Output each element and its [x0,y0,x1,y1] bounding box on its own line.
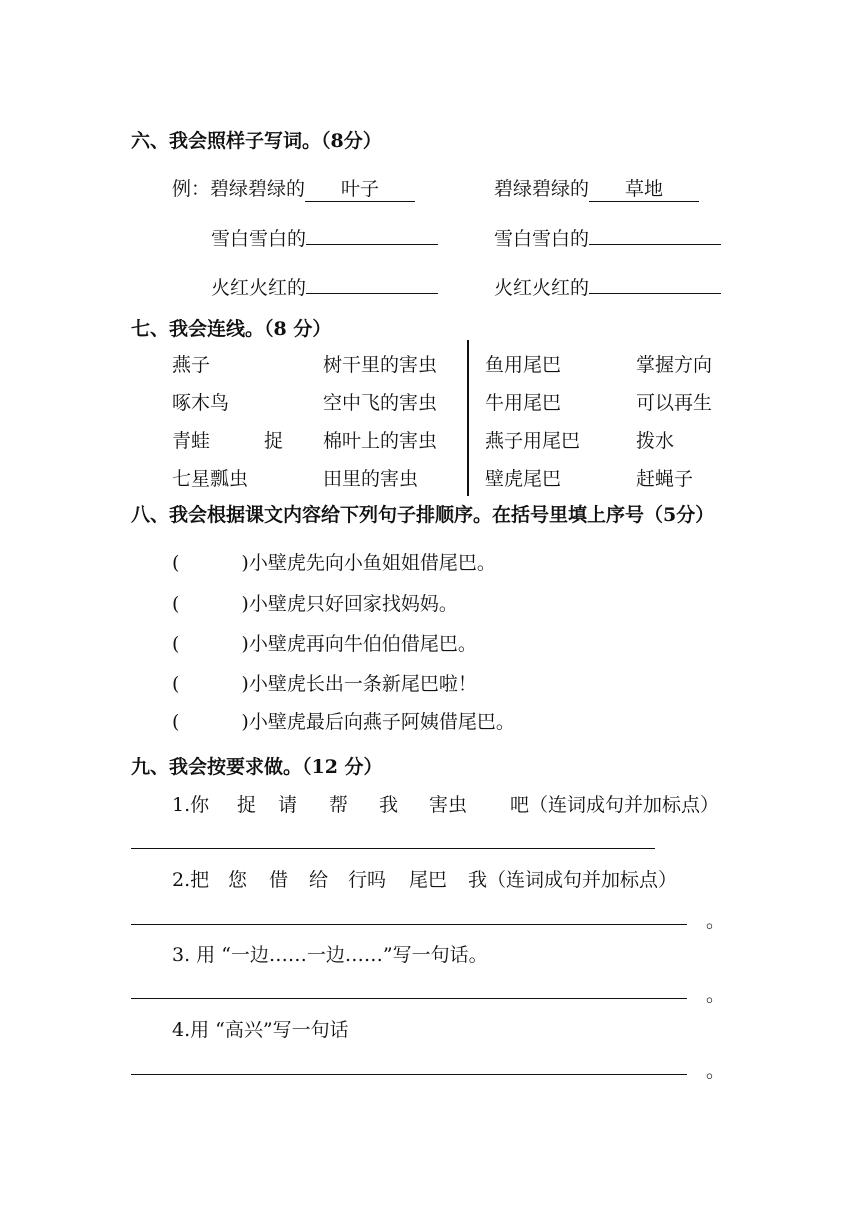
match-right-a-2[interactable]: 牛用尾巴 [485,392,562,414]
match-right-b-3[interactable]: 拨水 [636,430,675,452]
order-item-2 [172,589,458,616]
close-paren: ) [241,711,249,733]
match-left-a-4[interactable]: 七星瓢虫 [172,468,249,490]
answer-line-1[interactable] [131,848,655,849]
word-row-2-right [494,224,721,251]
answer-line-4[interactable] [131,1074,687,1075]
order-item-5 [172,707,515,734]
word: 行吗 [348,869,387,891]
match-left-b-4[interactable]: 田里的害虫 [323,468,419,490]
word: 给 [309,869,329,891]
open-paren: ( [172,552,180,574]
match-right-b-4[interactable]: 赶蝇子 [636,468,694,490]
order-item-4 [172,669,477,696]
q4-text: 4.用 “高兴”写一句话 [172,1019,349,1041]
order-text: 小壁虎只好回家找妈妈。 [248,593,458,615]
word: 捉 [237,794,257,816]
close-paren: ) [241,552,249,574]
answer-blank[interactable] [589,244,721,245]
right-answer: 草地 [589,174,699,202]
example-row-right [494,174,699,202]
answer-blank[interactable] [306,244,438,245]
q3-text: 3. 用 “一边……一边……”写一句话。 [172,944,488,966]
open-paren: ( [172,711,180,733]
period-mark: 。 [706,910,726,932]
section-6-title: 六、我会照样子写词。（8分） [131,130,382,152]
example-row [172,174,415,202]
close-paren: ) [241,673,249,695]
section-9-title: 九、我会按要求做。（12 分） [131,756,383,778]
open-paren: ( [172,673,180,695]
left-stem: 雪白雪白的 [211,228,307,250]
left-stem: 火红火红的 [211,277,307,299]
word: 尾巴 [409,869,448,891]
close-paren: ) [241,633,249,655]
word: 我（连词成句并加标点） [468,869,678,891]
word-row-3-left [211,273,438,300]
word: 吧（连词成句并加标点） [510,794,720,816]
section-8-title: 八、我会根据课文内容给下列句子排顺序。在括号里填上序号（5分） [131,504,715,526]
left-answer: 叶子 [305,174,415,202]
open-paren: ( [172,593,180,615]
right-stem: 火红火红的 [494,277,590,299]
match-right-a-1[interactable]: 鱼用尾巴 [485,354,562,376]
answer-blank[interactable] [589,293,721,294]
word: 2.把 [172,869,210,891]
word: 您 [228,869,248,891]
verb-catch: 捉 [264,430,284,452]
word: 我 [379,794,399,816]
left-stem: 碧绿碧绿的 [210,178,306,200]
right-stem: 碧绿碧绿的 [494,178,590,200]
order-text: 小壁虎先向小鱼姐姐借尾巴。 [248,552,496,574]
word-row-3-right [494,273,721,300]
order-text: 小壁虎最后向燕子阿姨借尾巴。 [248,711,515,733]
word: 1.你 [172,794,210,816]
word: 帮 [329,794,349,816]
answer-line-2[interactable] [131,924,687,925]
order-text: 小壁虎再向牛伯伯借尾巴。 [248,633,477,655]
period-mark: 。 [706,1060,726,1082]
word: 请 [278,794,298,816]
period-mark: 。 [706,984,726,1006]
open-paren: ( [172,633,180,655]
match-right-b-1[interactable]: 掌握方向 [636,354,713,376]
match-left-a-1[interactable]: 燕子 [172,354,211,376]
close-paren: ) [241,593,249,615]
order-item-1 [172,548,496,575]
word-row-2-left [211,224,438,251]
divider-line [467,340,469,496]
match-left-b-2[interactable]: 空中飞的害虫 [323,392,438,414]
match-left-a-2[interactable]: 啄木鸟 [172,392,230,414]
answer-blank[interactable] [306,293,438,294]
example-prefix: 例： [172,178,211,200]
match-right-a-4[interactable]: 壁虎尾巴 [485,468,562,490]
word: 害虫 [429,794,468,816]
match-left-b-3[interactable]: 棉叶上的害虫 [323,430,438,452]
order-text: 小壁虎长出一条新尾巴啦！ [248,673,477,695]
match-left-a-3[interactable]: 青蛙 [172,430,211,452]
section-7-title: 七、我会连线。（8 分） [131,318,332,340]
order-item-3 [172,629,477,656]
match-right-a-3[interactable]: 燕子用尾巴 [485,430,581,452]
word: 借 [269,869,289,891]
answer-line-3[interactable] [131,998,687,999]
match-right-b-2[interactable]: 可以再生 [636,392,713,414]
right-stem: 雪白雪白的 [494,228,590,250]
match-left-b-1[interactable]: 树干里的害虫 [323,354,438,376]
